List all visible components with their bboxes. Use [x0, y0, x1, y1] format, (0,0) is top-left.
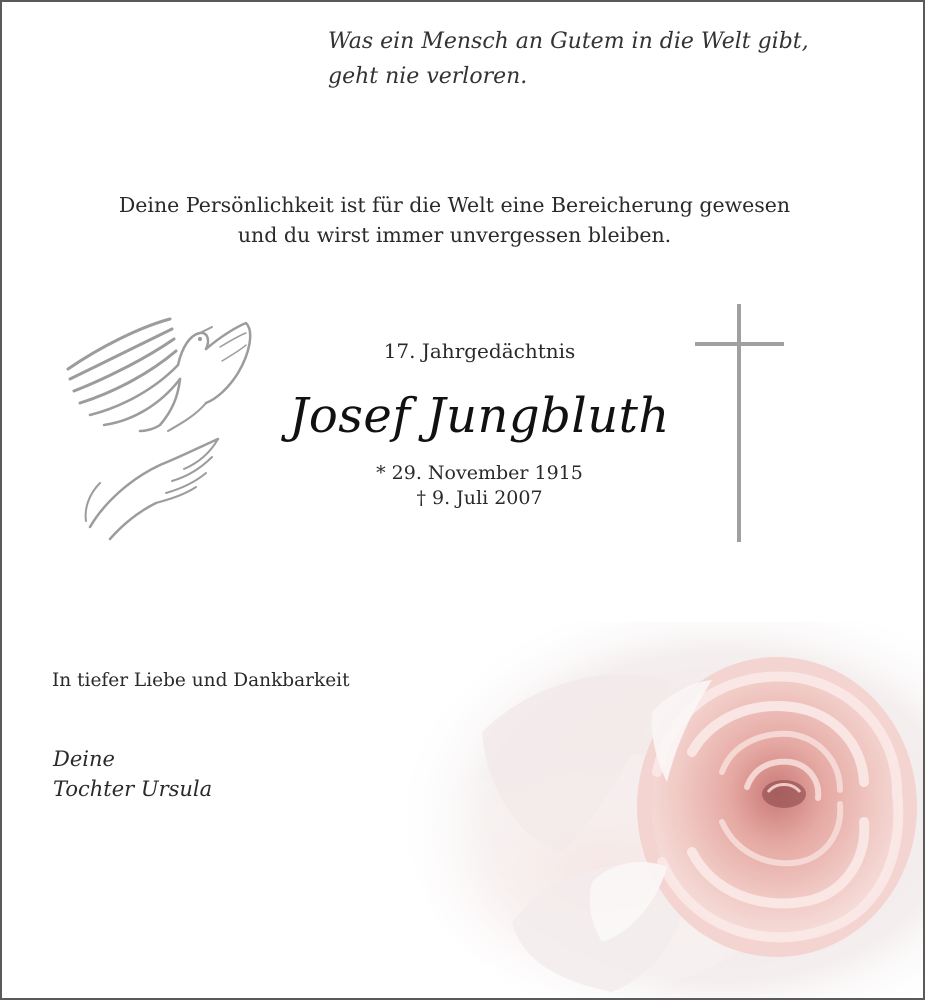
quote-line-1: Was ein Mensch an Gutem in die Welt gibt,	[328, 29, 809, 54]
tribute-line-1: Deine Persönlichkeit ist für die Welt eine Bereicherung gewesen	[118, 193, 791, 217]
tribute-line-2: und du wirst immer unvergessen bleiben.	[237, 223, 672, 247]
closing-line: In tiefer Liebe und Dankbarkeit	[52, 670, 350, 691]
anniversary-label: 17. Jahrgedächtnis	[383, 339, 576, 363]
signoff	[53, 744, 212, 804]
opening-quote	[328, 24, 888, 94]
cross-icon	[692, 302, 787, 547]
rose-image	[392, 622, 923, 998]
tribute-text	[2, 190, 907, 250]
signoff-line-1: Deine	[53, 747, 115, 771]
quote-line-2: geht nie verloren.	[328, 64, 528, 89]
death-date: † 9. Juli 2007	[416, 487, 543, 509]
deceased-name: Josef Jungbluth	[289, 388, 670, 444]
signoff-line-2: Tochter Ursula	[53, 777, 213, 801]
birth-date: * 29. November 1915	[376, 462, 583, 484]
